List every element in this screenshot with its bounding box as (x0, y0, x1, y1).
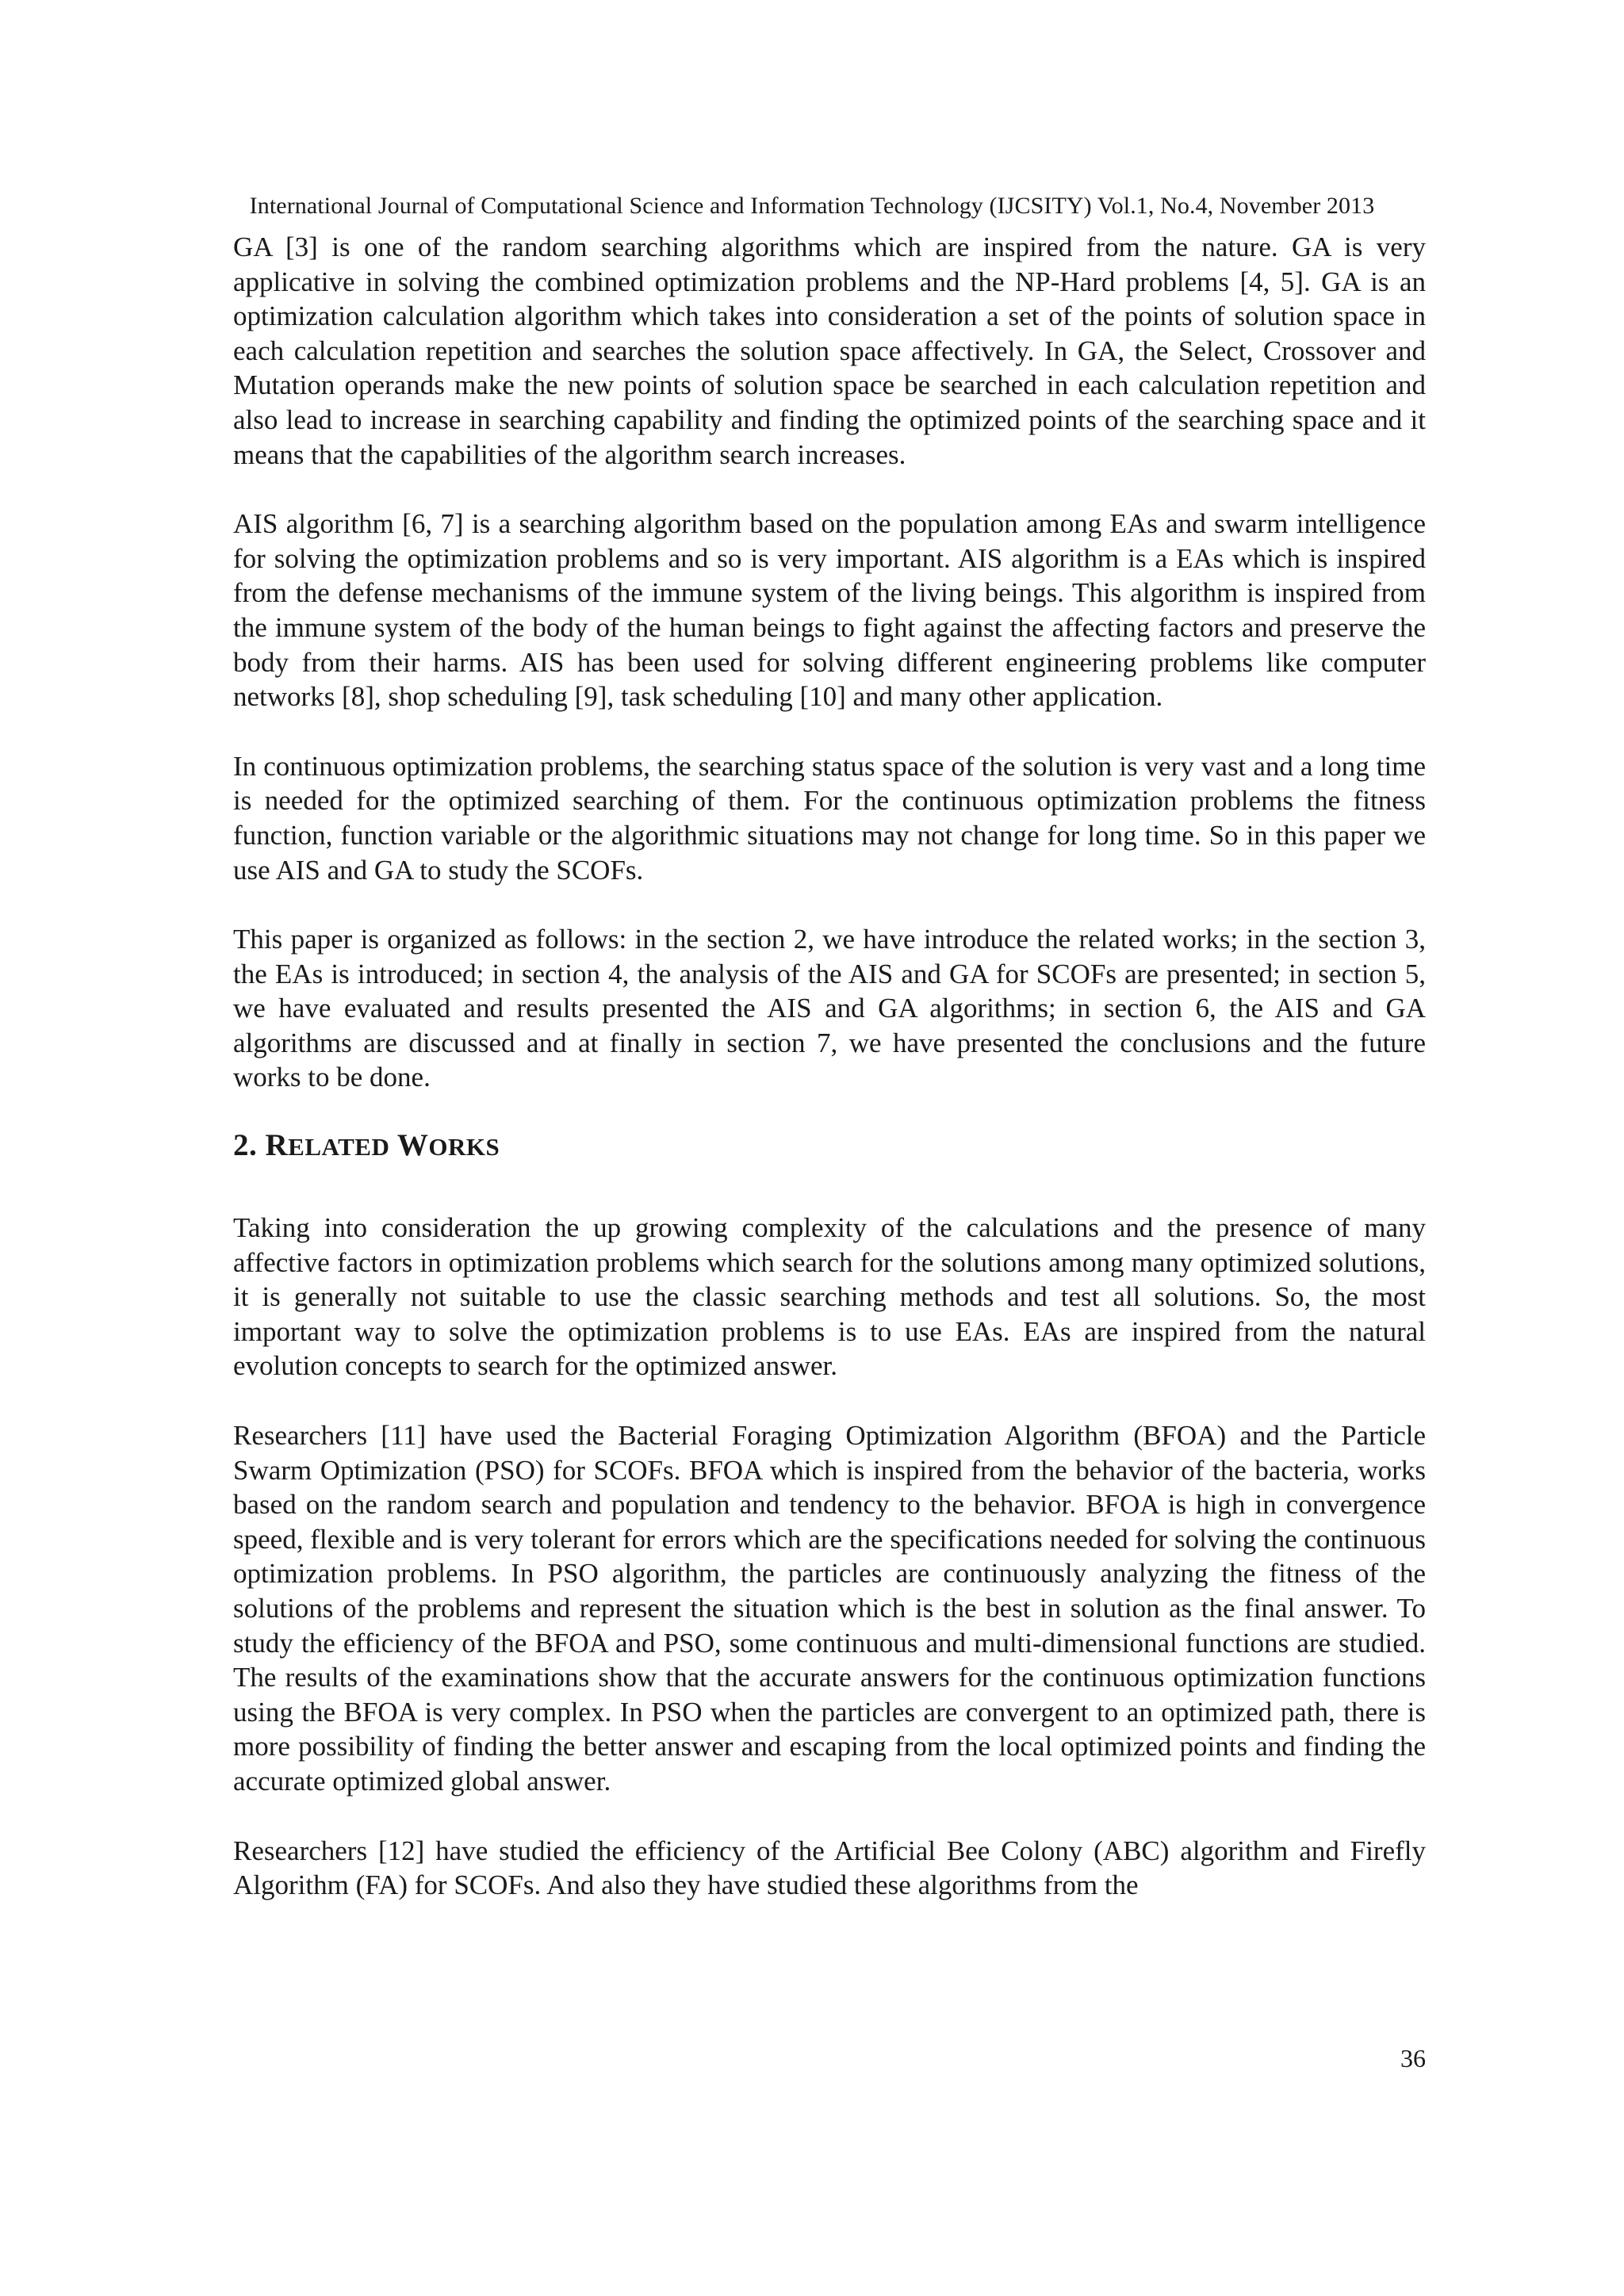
paragraph-ais-intro: AIS algorithm [6, 7] is a searching algorithm based on the population among EAs and swarm intelligence for solving the optimization problems and so is very important. AIS algorithm is a EAs which is inspired from the defense mechanisms of the immune system of the living beings. This algorithm is inspired from the immune system of the body of the human beings to fight against the affecting factors and preserve the body from their harms. AIS has been used for solving different engineering problems like computer networks [8], shop scheduling [9], task scheduling [10] and many other application. (233, 508, 1426, 713)
section-number: 2. (233, 1128, 258, 1163)
paragraph-bfoa-pso: Researchers [11] have used the Bacterial Foraging Optimization Algorithm (BFOA) and the Particle Swarm Optimization (PSO) for SCOFs. BFOA which is inspired from the behavior of the bacteria, works based on the random search and population and tendency to the behavior. BFOA is high in convergence speed, flexible and is very tolerant for errors which are the specifications needed for solving the continuous optimization problems. In PSO algorithm, the particles are continuously analyzing the fitness of the solutions of the problems and represent the situation which is the best in solution as the final answer. To study the efficiency of the BFOA and PSO, some continuous and multi-dimensional functions are studied. The results of the examinations show that the accurate answers for the continuous optimization functions using the BFOA is very complex. In PSO when the particles are convergent to an optimized path, there is more possibility of finding the better answer and escaping from the local optimized points and finding the accurate optimized global answer. (233, 1420, 1426, 1797)
section-word2-initial: W (396, 1128, 429, 1163)
paragraph-continuous-optimization: In continuous optimization problems, the searching status space of the solution is very vast and a long time is needed for the optimized searching of them. For the continuous optimization problems the fitness function, function variable or the algorithmic situations may not change for long time. So in this paper we use AIS and GA to study the SCOFs. (233, 750, 1426, 886)
running-header: International Journal of Computational Science and Information Technology (IJCSITY) Vol.1, No.4, November 2013 (249, 193, 1375, 219)
paragraph-abc-fa: Researchers [12] have studied the efficiency of the Artificial Bee Colony (ABC) algorithm and Firefly Algorithm (FA) for SCOFs. And also they have studied these algorithms from the (233, 1835, 1426, 1901)
section-word1-rest: ELATED (288, 1133, 390, 1161)
body-text (233, 230, 1426, 1938)
paragraph-ga-intro: GA [3] is one of the random searching algorithms which are inspired from the nature. GA is very applicative in solving the combined optimization problems and the NP-Hard problems [4, 5]. GA is an optimization calculation algorithm which takes into consideration a set of the points of solution space in each calculation repetition and searches the solution space affectively. In GA, the Select, Crossover and Mutation operands make the new points of solution space be searched in each calculation repetition and also lead to increase in searching capability and finding the optimized points of the searching space and it means that the capabilities of the algorithm search increases. (233, 232, 1426, 470)
page-number: 36 (1400, 2044, 1426, 2072)
section-word2-rest: ORKS (428, 1133, 500, 1161)
section-heading-related-works (233, 1127, 1426, 1166)
paragraph-related-works-overview: Taking into consideration the up growing complexity of the calculations and the presence of many affective factors in optimization problems which search for the solutions among many optimized solutions, it is generally not suitable to use the classic searching methods and test all solutions. So, the most important way to solve the optimization problems is to use EAs. EAs are inspired from the natural evolution concepts to search for the optimized answer. (233, 1212, 1426, 1382)
paragraph-paper-organization: This paper is organized as follows: in the section 2, we have introduce the related works; in the section 3, the EAs is introduced; in section 4, the analysis of the AIS and GA for SCOFs are presented; in section 5, we have evaluated and results presented the AIS and GA algorithms; in section 6, the AIS and GA algorithms are discussed and at finally in section 7, we have presented the conclusions and the future works to be done. (233, 924, 1426, 1093)
section-word1-initial: R (265, 1128, 289, 1163)
